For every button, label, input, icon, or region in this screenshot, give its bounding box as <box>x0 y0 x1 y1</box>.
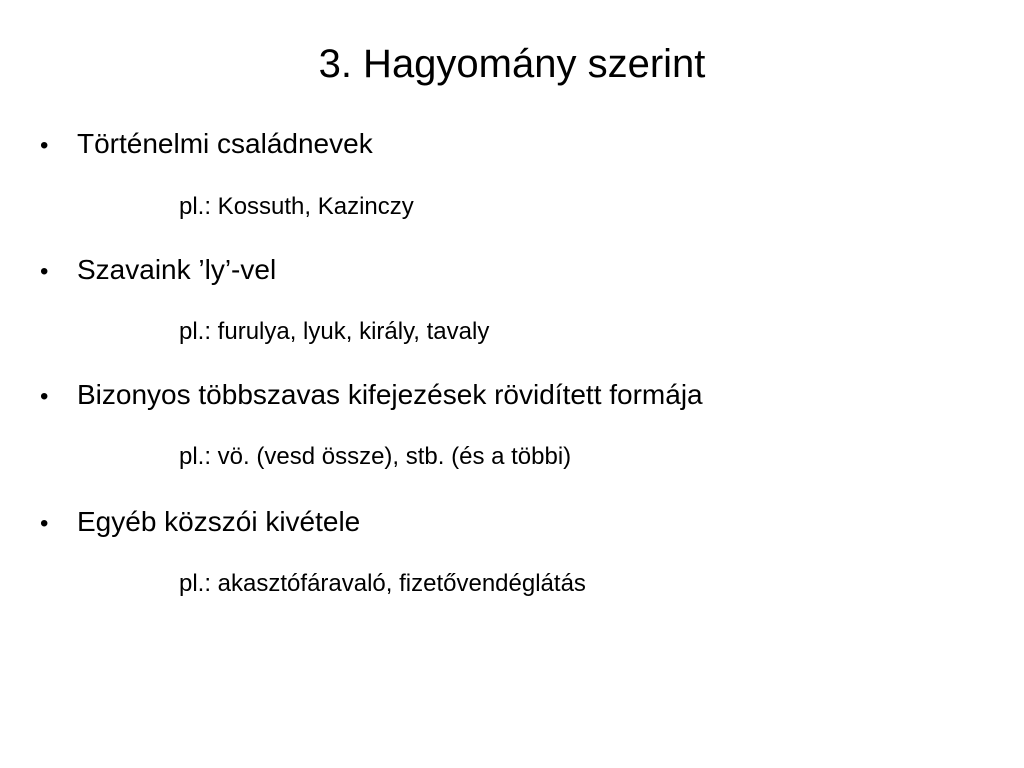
slide-title: 3. Hagyomány szerint <box>318 42 706 86</box>
bullet-item <box>40 124 373 164</box>
example-text: pl.: furulya, lyuk, király, tavaly <box>179 318 490 345</box>
bullet-text: Történelmi családnevek <box>77 128 373 159</box>
example-text: pl.: akasztófáravaló, fizetővendéglátás <box>179 570 586 597</box>
bullet-point-icon: • <box>40 258 49 285</box>
bullet-point-icon: • <box>40 132 49 159</box>
bullet-item <box>40 502 360 542</box>
bullet-point-icon: • <box>40 383 49 410</box>
bullet-item <box>40 250 276 290</box>
bullet-text: Bizonyos többszavas kifejezések rövidített formája <box>77 379 703 410</box>
bullet-text: Szavaink ’ly’-vel <box>77 254 277 285</box>
bullet-item <box>40 375 703 415</box>
example-text: pl.: Kossuth, Kazinczy <box>179 193 414 220</box>
bullet-point-icon: • <box>40 510 49 537</box>
example-text: pl.: vö. (vesd össze), stb. (és a többi) <box>179 443 572 470</box>
bullet-text: Egyéb közszói kivétele <box>77 506 361 537</box>
